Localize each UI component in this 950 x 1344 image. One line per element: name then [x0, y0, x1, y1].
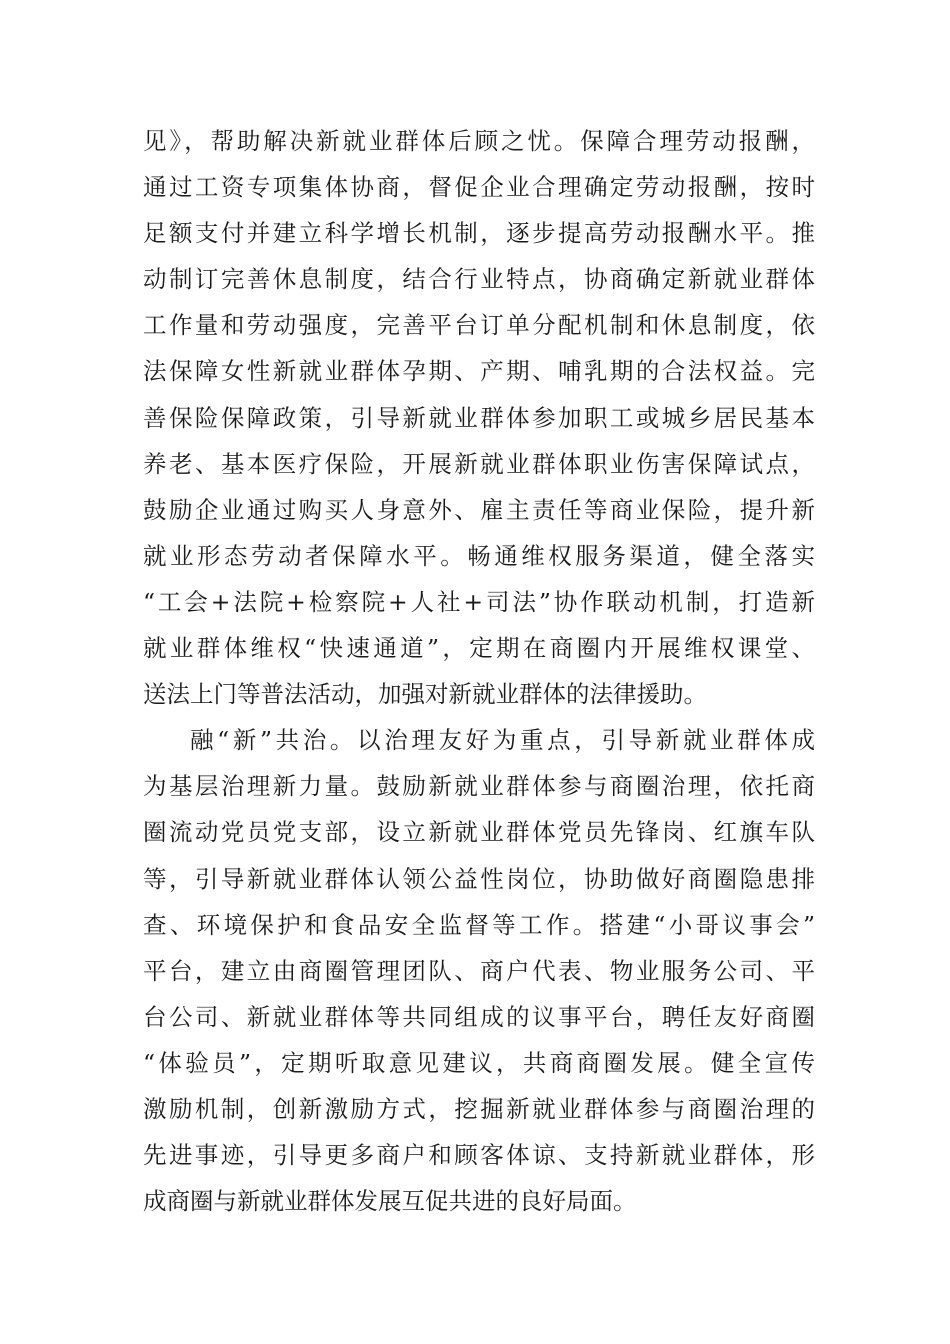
text-line: 动制订完善休息制度，结合行业特点，协商确定新就业群体	[143, 265, 815, 294]
text-line: 通过工资专项集体协商，督促企业合理确定劳动报酬，按时	[143, 173, 815, 202]
text-line: 先进事迹，引导更多商户和顾客体谅、支持新就业群体，形	[143, 1141, 815, 1170]
paragraph-2	[143, 717, 815, 1224]
text-line: 送法上门等普法活动，加强对新就业群体的法律援助。	[143, 680, 707, 709]
body-text	[143, 118, 815, 1224]
text-line: 平台，建立由商圈管理团队、商户代表、物业服务公司、平	[143, 956, 815, 985]
text-line: 工作量和劳动强度，完善平台订单分配机制和休息制度，依	[143, 311, 815, 340]
text-line: 成商圈与新就业群体发展互促共进的良好局面。	[143, 1187, 637, 1216]
text-line: 激励机制，创新激励方式，挖掘新就业群体参与商圈治理的	[143, 1094, 815, 1123]
text-line: 善保险保障政策，引导新就业群体参加职工或城乡居民基本	[143, 403, 815, 432]
text-line: 等，引导新就业群体认领公益性岗位，协助做好商圈隐患排	[143, 864, 815, 893]
text-line: 就业形态劳动者保障水平。畅通维权服务渠道，健全落实	[143, 541, 815, 570]
text-line: 鼓励企业通过购买人身意外、雇主责任等商业保险，提升新	[143, 495, 815, 524]
text-line: 圈流动党员党支部，设立新就业群体党员先锋岗、红旗车队	[143, 818, 815, 847]
paragraph-1	[143, 118, 815, 717]
text-line: 就业群体维权“快速通道”，定期在商圈内开展维权课堂、	[143, 634, 815, 663]
text-line: 查、环境保护和食品安全监督等工作。搭建“小哥议事会”	[143, 910, 815, 939]
text-line: 法保障女性新就业群体孕期、产期、哺乳期的合法权益。完	[143, 357, 815, 386]
text-line: “体验员”，定期听取意见建议，共商商圈发展。健全宣传	[143, 1048, 815, 1077]
text-line: 台公司、新就业群体等共同组成的议事平台，聘任友好商圈	[143, 1002, 815, 1031]
text-line: “工会+法院+检察院+人社+司法”协作联动机制，打造新	[143, 587, 815, 616]
text-line: 足额支付并建立科学增长机制，逐步提高劳动报酬水平。推	[143, 219, 815, 248]
text-line: 融“新”共治。以治理友好为重点，引导新就业群体成	[190, 726, 815, 755]
text-line: 养老、基本医疗保险，开展新就业群体职业伤害保障试点，	[143, 449, 815, 478]
text-line: 见》，帮助解决新就业群体后顾之忧。保障合理劳动报酬，	[143, 127, 815, 155]
text-line: 为基层治理新力量。鼓励新就业群体参与商圈治理，依托商	[143, 772, 815, 801]
